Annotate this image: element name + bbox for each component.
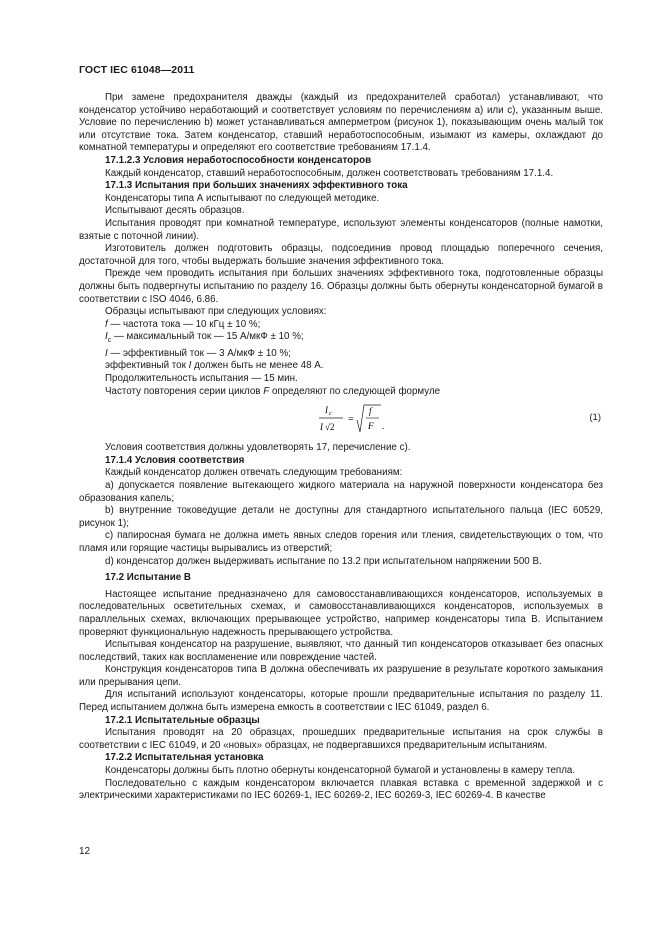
paragraph: Испытания проводят при комнатной температуре, используют элементы конденсаторов (полные намотки, взятые с поточной линии). xyxy=(79,217,603,242)
formula-period: . xyxy=(382,421,385,432)
list-item: d) конденсатор должен выдерживать испытание по 13.2 при испытательном напряжении 500 В. xyxy=(105,555,542,567)
paragraph: Конструкция конденсаторов типа В должна обеспечивать их разрушение в результате короткого замыкания или прерывания цепи. xyxy=(79,664,603,688)
paragraph: Испытания проводят на 20 образцах, прошедших предварительные испытания на срок службы в соответствии с IEC 61049, и 20 «новых» образцах, не подвергавшихся предварительным испытаниям. xyxy=(79,727,603,751)
paragraph: Конденсаторы должны быть плотно обернуты конденсаторной бумагой и установлены в камеру тепла. xyxy=(105,765,576,777)
section-heading: 17.1.2.3 Условия неработоспособности конденсаторов xyxy=(105,154,372,166)
condition-max-current: $I_c$ — максимальный ток — 15 А/мкФ ± 10 %; xyxy=(105,331,304,345)
paragraph: При замене предохранителя дважды (каждый из предохранителей сработал) устанавливают, что конденсатор устойчиво неработающий и соответствует условиям по перечислениям а) или с), указанным выше. Условие по перечислению b) может устанавливаться амперметром (рисунок 1), показывающим очень малый ток или отсутствие тока. Затем конденсатор, ставший неработоспособным, изымают из камеры, охлаждают до комнатной температуры и определяют его соответствие требованиям 17.1.4. xyxy=(79,92,603,154)
paragraph: Частоту повторения серии циклов F определяют по следующей формуле xyxy=(105,385,441,397)
paragraph: Для испытаний используют конденсаторы, которые прошли предварительные испытания по разделу 11. Перед испытанием должна быть измерена емкость в соответствии с IEC 61049, раздел 6. xyxy=(79,689,603,714)
formula-root-den: F xyxy=(368,421,374,432)
condition-rms-minimum: эффективный ток I должен быть не менее 48 А. xyxy=(105,360,324,372)
formula-den-sqrt: √2 xyxy=(325,422,335,433)
paragraph: Изготовитель должен подготовить образцы, подсоединив провод площадью поперечного сечения, достаточной для того, чтобы выдержать большие значения эффективного тока. xyxy=(79,243,603,267)
document-body xyxy=(79,92,603,803)
section-heading: 17.1.4 Условия соответствия xyxy=(105,454,245,466)
paragraph: Продолжительность испытания — 15 мин. xyxy=(105,373,298,385)
section-heading: 17.2 Испытание В xyxy=(105,572,191,584)
paragraph: Прежде чем проводить испытания при больших значениях эффективного тока, подготовленные образцы должны быть подвергнуты испытанию по разделу 16. Образцы должны быть обернуты конденсаторной бумагой в соответствии с ISO 4046, 6.86. xyxy=(79,268,603,305)
paragraph: Последовательно с каждым конденсатором включается плавкая вставка с временной задержкой и с электрическими характеристиками по IEC 60269-1, IEC 60269-2, IEC 60269-3, IEC 60269-4. В качестве xyxy=(79,777,603,802)
paragraph: Конденсаторы типа А испытывают по следующей методике. xyxy=(105,192,380,204)
condition-rms-current: I — эффективный ток — 3 А/мкФ ± 10 %; xyxy=(105,347,291,359)
condition-frequency: f — частота тока — 10 кГц ± 10 %; xyxy=(105,318,261,330)
formula-number: (1) xyxy=(589,412,601,424)
paragraph: Условия соответствия должны удовлетворять 17, перечисление c). xyxy=(105,442,411,454)
list-item: а) допускается появление вытекающего жидкого материала на наружной поверхности конденсатора без образования капель; xyxy=(79,479,603,504)
formula-num-sub: c xyxy=(329,411,332,418)
section-heading: 17.2.1 Испытательные образцы xyxy=(105,714,260,726)
section-heading: 17.2.2 Испытательная установка xyxy=(105,752,264,764)
formula xyxy=(319,402,399,438)
paragraph: Настоящее испытание предназначено для самовосстанавливающихся конденсаторов, используемых в последовательных осветительных схемах, и самовосстанавливающихся конденсаторов, используемых в параллельных схемах, включающих прерывающее устройство, например конденсаторы типа В. Испытанием проверяют функциональную надежность прерывающего устройства. xyxy=(79,588,603,638)
section-heading: 17.1.3 Испытания при больших значениях эффективного тока xyxy=(105,180,408,192)
list-item: b) внутренние токоведущие детали не доступны для стандартного испытательного пальца (IEC 60529, рисунок 1); xyxy=(79,505,603,529)
formula-num-i: I xyxy=(325,405,328,416)
formula-den-i: I xyxy=(320,422,323,433)
paragraph: Образцы испытывают при следующих условиях: xyxy=(105,306,327,318)
page-header: ГОСТ IEC 61048—2011 xyxy=(79,64,195,76)
paragraph: Каждый конденсатор должен отвечать следующим требованиям: xyxy=(105,467,403,479)
paragraph: Каждый конденсатор, ставший неработоспособным, должен соответствовать требованиям 17.1.4. xyxy=(105,167,554,179)
paragraph: Испытывая конденсатор на разрушение, выявляют, что данный тип конденсаторов отказывает без опасных последствий, таких как воспламенение или повреждение частей. xyxy=(79,639,603,663)
paragraph: Испытывают десять образцов. xyxy=(105,205,245,217)
list-item: c) папиросная бумага не должна иметь явных следов горения или тления, свидетельствующих о том, что пламя или горящие частицы вырывались из отверстий; xyxy=(79,530,603,554)
page-number: 12 xyxy=(79,846,91,857)
formula-block xyxy=(79,400,603,440)
formula-root-num: f xyxy=(369,406,372,417)
formula-equals: = xyxy=(348,414,354,426)
